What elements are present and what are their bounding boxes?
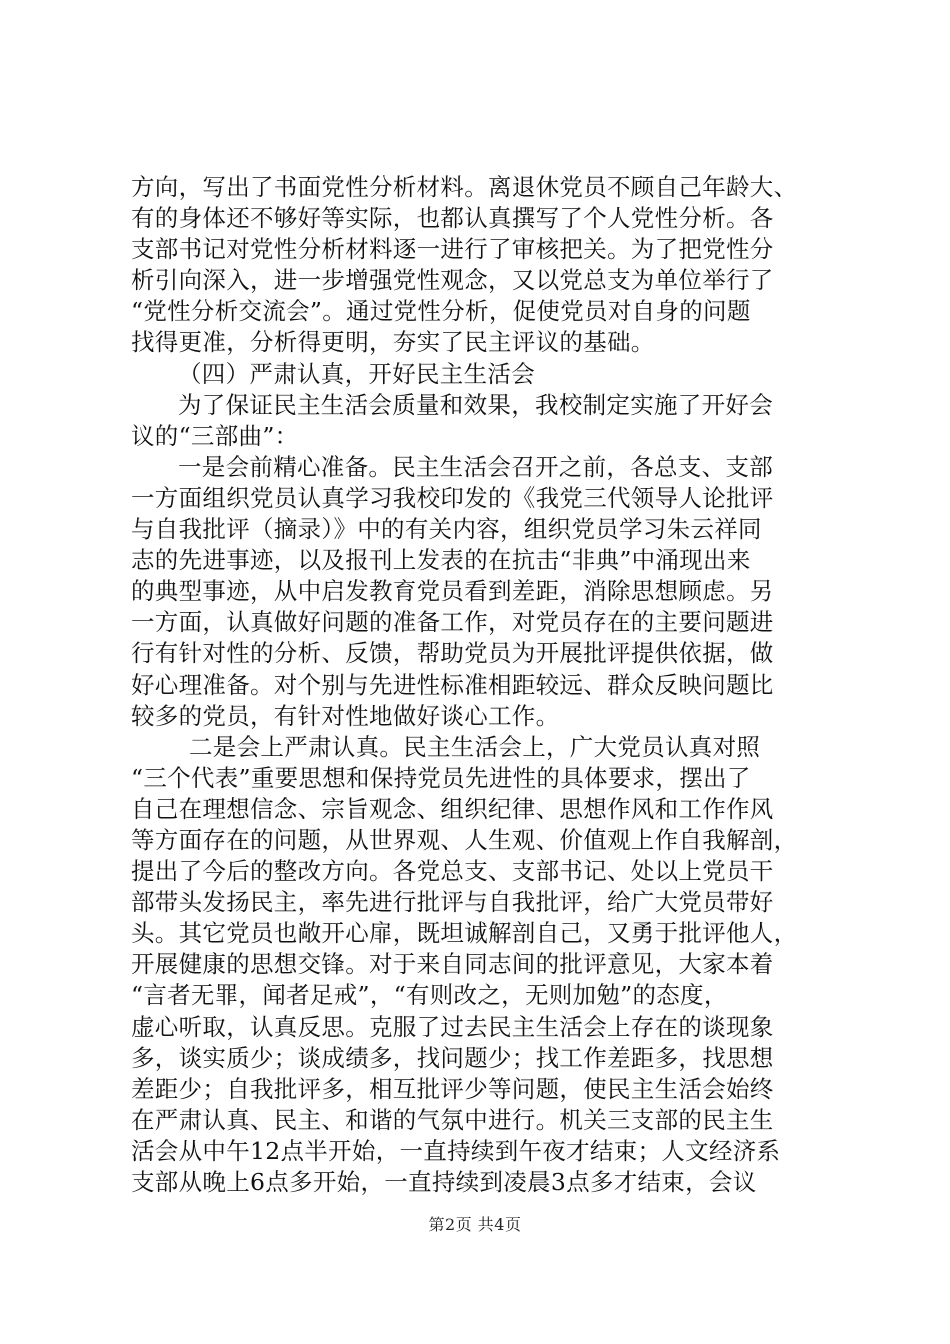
text-line: 支部书记对党性分析材料逐一进行了审核把关。为了把党性分: [131, 235, 774, 264]
text-line: 议的“三部曲”：: [131, 421, 299, 450]
text-line: 一方面，认真做好问题的准备工作，对党员存在的主要问题进: [131, 608, 774, 637]
text-line: “党性分析交流会”。通过党性分析，促使党员对自身的问题: [131, 297, 751, 326]
text-line: 与自我批评（摘录）》中的有关内容，组织党员学习朱云祥同: [131, 515, 762, 544]
text-line: 自己在理想信念、宗旨观念、组织纪律、思想作风和工作作风: [131, 794, 774, 823]
text-line: 提出了今后的整改方向。各党总支、支部书记、处以上党员干: [131, 857, 774, 886]
text-line: 行有针对性的分析、反馈，帮助党员为开展批评提供依据，做: [131, 639, 774, 668]
text-line: 析引向深入，进一步增强党性观念，又以党总支为单位举行了: [131, 266, 774, 295]
text-line: 找得更准，分析得更明，夯实了民主评议的基础。: [131, 328, 655, 357]
text-line: 二是会上严肃认真。民主生活会上，广大党员认真对照: [189, 732, 761, 761]
text-line: 好心理准备。对个别与先进性标准相距较远、群众反映问题比: [131, 670, 774, 699]
text-line: 有的身体还不够好等实际，也都认真撰写了个人党性分析。各: [131, 204, 774, 233]
text-line: 等方面存在的问题，从世界观、人生观、价值观上作自我解剖，: [131, 825, 798, 854]
section-heading: （四）严肃认真，开好民主生活会: [178, 359, 535, 388]
text-line: 的典型事迹，从中启发教育党员看到差距，消除思想顾虑。另: [131, 577, 774, 606]
text-line: 支部从晚上6点多开始，一直持续到凌晨3点多才结束，会议: [131, 1168, 757, 1196]
text-line: 开展健康的思想交锋。对于来自同志间的批评意见，大家本着: [131, 950, 774, 979]
text-line: 在严肃认真、民主、和谐的气氛中进行。机关三支部的民主生: [131, 1105, 774, 1134]
text-line: 较多的党员，有针对性地做好谈心工作。: [131, 701, 560, 730]
text-line: “三个代表”重要思想和保持党员先进性的具体要求，摆出了: [131, 763, 751, 792]
body-text: [131, 172, 831, 1198]
text-line: 差距少；自我批评多，相互批评少等问题，使民主生活会始终: [131, 1074, 774, 1103]
text-line: 头。其它党员也敞开心扉，既坦诚解剖自己，又勇于批评他人，: [131, 919, 798, 948]
text-line: 一是会前精心准备。民主生活会召开之前，各总支、支部: [178, 452, 773, 481]
text-line: 活会从中午12点半开始，一直持续到午夜才结束；人文经济系: [131, 1136, 781, 1165]
text-line: 虚心听取，认真反思。克服了过去民主生活会上存在的谈现象: [131, 1012, 774, 1041]
text-line: 一方面组织党员认真学习我校印发的《我党三代领导人论批评: [131, 483, 774, 512]
text-line: 志的先进事迹，以及报刊上发表的在抗击“非典”中涌现出来: [131, 546, 751, 575]
page-footer: 第2页 共4页: [428, 1215, 522, 1234]
text-line: 方向，写出了书面党性分析材料。离退休党员不顾自己年龄大、: [131, 173, 798, 201]
text-line: “言者无罪，闻者足戒”，“有则改之，无则加勉”的态度，: [131, 981, 728, 1010]
text-line: 部带头发扬民主，率先进行批评与自我批评，给广大党员带好: [131, 888, 774, 917]
text-line: 为了保证民主生活会质量和效果，我校制定实施了开好会: [178, 390, 773, 419]
text-line: 多，谈实质少；谈成绩多，找问题少；找工作差距多，找思想: [131, 1043, 774, 1072]
